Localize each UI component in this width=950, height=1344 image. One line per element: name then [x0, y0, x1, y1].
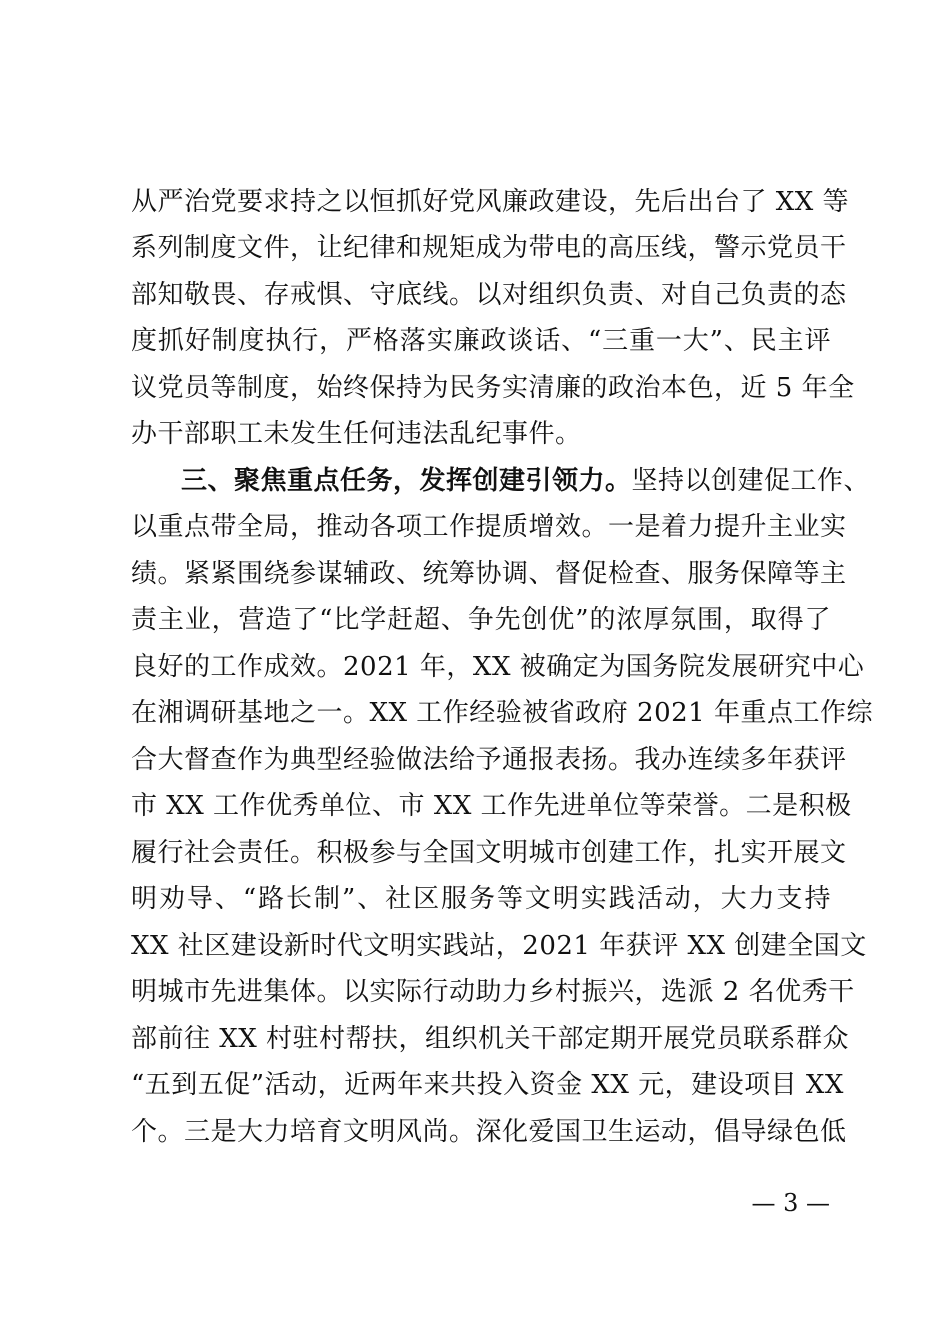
body-text-line: 办干部职工未发生任何违法乱纪事件。 — [131, 419, 582, 449]
body-text-line: 在湘调研基地之一。XX 工作经验被省政府 2021 年重点工作综 — [131, 698, 873, 728]
section-heading: 三、聚焦重点任务，发挥创建引领力。 — [181, 466, 632, 496]
body-text-line: 良好的工作成效。2021 年，XX 被确定为国务院发展研究中心 — [131, 652, 865, 682]
body-text-line: 度抓好制度执行，严格落实廉政谈话、“三重一大”、民主评 — [131, 326, 831, 356]
body-text-line: 市 XX 工作优秀单位、市 XX 工作先进单位等荣誉。二是积极 — [131, 791, 852, 821]
body-text-line: 履行社会责任。积极参与全国文明城市创建工作，扎实开展文 — [131, 838, 847, 868]
body-text-line: 责主业，营造了“比学赶超、争先创优”的浓厚氛围，取得了 — [131, 605, 831, 635]
body-text-line: 明城市先进集体。以实际行动助力乡村振兴，选派 2 名优秀干 — [131, 977, 855, 1007]
body-text-line: 以重点带全局，推动各项工作提质增效。一是着力提升主业实 — [131, 512, 847, 542]
body-text-line: 部前往 XX 村驻村帮扶，组织机关干部定期开展党员联系群众 — [131, 1024, 850, 1054]
body-text-line: XX 社区建设新时代文明实践站，2021 年获评 XX 创建全国文 — [131, 931, 867, 961]
body-text-line: “五到五促”活动，近两年来共投入资金 XX 元，建设项目 XX — [131, 1070, 844, 1100]
body-text-run: 坚持以创建促工作、 — [631, 466, 871, 496]
body-text-line: 议党员等制度，始终保持为民务实清廉的政治本色，近 5 年全 — [131, 373, 855, 403]
body-text-line: 合大督查作为典型经验做法给予通报表扬。我办连续多年获评 — [131, 745, 847, 775]
body-text-line: 绩。紧紧围绕参谋辅政、统筹协调、督促检查、服务保障等主 — [131, 559, 847, 589]
page-number: — 3 — — [751, 1189, 830, 1217]
body-text-line: 从严治党要求持之以恒抓好党风廉政建设，先后出台了 XX 等 — [131, 187, 850, 217]
section-heading-line — [181, 458, 871, 504]
body-text-line: 个。三是大力培育文明风尚。深化爱国卫生运动，倡导绿色低 — [131, 1117, 847, 1147]
body-text-line: 系列制度文件，让纪律和规矩成为带电的高压线，警示党员干 — [131, 233, 847, 263]
body-text-line: 明劝导、“路长制”、社区服务等文明实践活动，大力支持 — [131, 884, 831, 914]
body-text-line: 部知敬畏、存戒惧、守底线。以对组织负责、对自己负责的态 — [131, 280, 847, 310]
